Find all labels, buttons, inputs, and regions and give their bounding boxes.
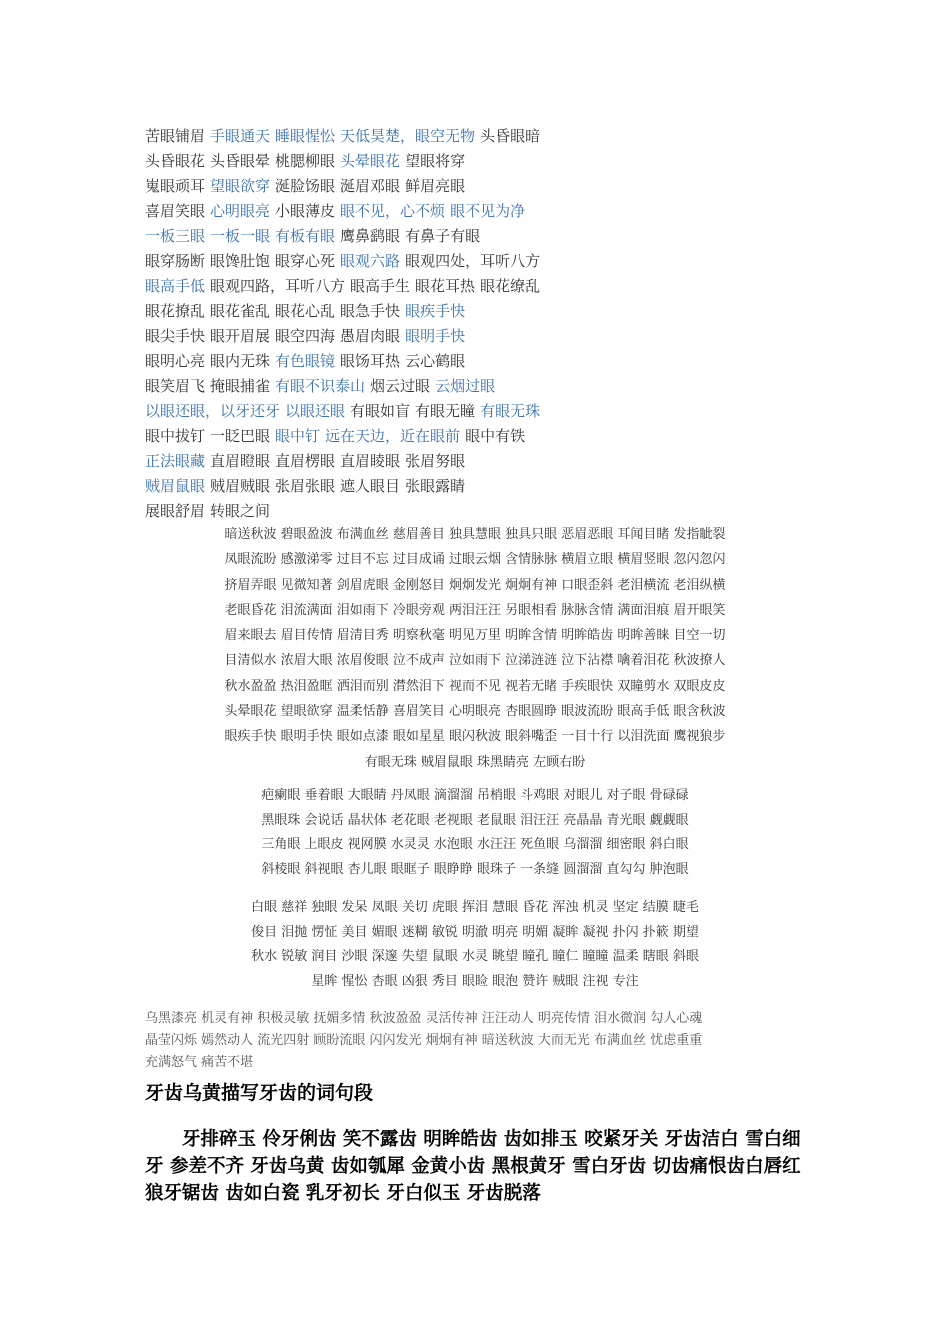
phrase-line: 三角眼 上眼皮 视网膜 水灵灵 水泡眼 水汪汪 死鱼眼 乌溜溜 细密眼 斜白眼 <box>261 837 689 852</box>
idiom-text: 眼中有铁 <box>465 427 526 445</box>
idiom-link[interactable]: 有眼不识泰山 <box>275 377 366 395</box>
idiom-text: 鲜眉亮眼 <box>405 177 466 195</box>
phrase-line: 头晕眼花 望眼欲穿 温柔恬静 喜眉笑目 心明眼亮 杏眼圆睁 眼波流盼 眼高手低 眼含秋波 <box>224 704 726 720</box>
phrase-line: 眉来眼去 眉目传情 眉清目秀 明察秋毫 明见万里 明眸含情 明眸皓齿 明眸善睐 目空一切 <box>224 628 726 644</box>
idiom-text: 一眨巴眼 <box>210 427 271 445</box>
idiom-link[interactable]: 眼中钉 <box>275 427 321 445</box>
idiom-link[interactable]: 有色眼镜 <box>275 352 336 370</box>
phrase-line: 黑眼珠 会说话 晶状体 老花眼 老视眼 老鼠眼 泪汪汪 亮晶晶 青光眼 觑觑眼 <box>261 812 689 828</box>
idiom-text: 眼内无珠 <box>210 352 271 370</box>
idiom-text: 苦眼铺眉 <box>145 127 206 145</box>
idiom-text: 眼观四处，耳听八方 <box>405 252 541 270</box>
idiom-text: 直眉瞪眼 <box>210 452 271 470</box>
phrase-line: 斜棱眼 斜视眼 杏儿眼 眼眶子 眼睁睁 眼珠子 一条缝 圆溜溜 直勾勾 肿泡眼 <box>261 861 689 877</box>
idiom-text: 烟云过眼 <box>370 377 431 395</box>
idiom-text: 桃腮柳眼 <box>275 152 336 170</box>
idiom-text: 转眼之间 <box>210 502 271 520</box>
phrase-line: 星眸 惺忪 杏眼 凶狠 秀目 眼睑 眼泡 赞许 贼眼 注视 专注 <box>311 973 639 989</box>
idiom-line <box>145 324 785 349</box>
idiom-text: 眼空四海 <box>275 327 336 345</box>
phrase-line: 秋水盈盈 热泪盈眶 洒泪而别 潸然泪下 视而不见 视若无睹 手疾眼快 双瞳剪水 双眼皮皮 <box>224 678 726 694</box>
phrase-line: 充满怒气 痛苦不堪 <box>145 1055 254 1070</box>
idiom-link[interactable]: 眼明手快 <box>405 327 466 345</box>
idiom-text: 嵬眼顽耳 <box>145 177 206 195</box>
phrase-line: 晶莹闪烁 嫣然动人 流光四射 顾盼流眼 闪闪发光 炯炯有神 暗送秋波 大而无光 布满血丝 忧虑重重 <box>145 1033 703 1048</box>
idiom-text: 涎眉邓眼 <box>340 177 401 195</box>
idiom-link[interactable]: 手眼通天 <box>210 127 271 145</box>
phrase-line: 乌黑漆亮 机灵有神 积极灵敏 抚媚多情 秋波盈盈 灵活传神 汪汪动人 明亮传情 泪水微润 勾人心魂 <box>145 1011 703 1026</box>
phrase-line: 老眼昏花 泪流满面 泪如雨下 冷眼旁观 两泪汪汪 另眼相看 脉脉含情 满面泪痕 眉开眼笑 <box>224 602 726 618</box>
phrase-line: 疤瘌眼 垂着眼 大眼睛 丹凤眼 滴溜溜 吊梢眼 斗鸡眼 对眼儿 对子眼 骨碌碌 <box>261 788 689 803</box>
idiom-text: 张眉张眼 <box>275 477 336 495</box>
eye-phrases-two-char <box>0 896 950 994</box>
idiom-text: 头昏眼暗 <box>480 127 541 145</box>
idiom-text: 展眼舒眉 <box>145 502 206 520</box>
idiom-link[interactable]: 有眼无珠 <box>480 402 541 420</box>
idiom-text: 眼馋肚饱 <box>210 252 271 270</box>
idiom-line <box>145 199 785 224</box>
eye-phrases-three-char <box>0 784 950 882</box>
phrase-line: 俊目 泪抛 愣怔 美目 媚眼 迷糊 敏锐 明澈 明亮 明媚 凝眸 凝视 扑闪 扑簌 期望 <box>251 924 699 940</box>
phrase-line: 挤眉弄眼 见微知著 剑眉虎眼 金刚怒目 炯炯发光 炯炯有神 口眼歪斜 老泪横流 老泪纵横 <box>224 577 726 593</box>
idiom-text: 眼高手生 <box>350 277 411 295</box>
idiom-link[interactable]: 贼眉鼠眼 <box>145 477 206 495</box>
idiom-text: 有鼻子有眼 <box>405 227 481 245</box>
idiom-link[interactable]: 一板三眼 <box>145 227 206 245</box>
idiom-link[interactable]: 睡眼惺忪 <box>275 127 336 145</box>
idiom-text: 眼花耳热 <box>415 277 476 295</box>
idiom-text: 张眉努眼 <box>405 452 466 470</box>
phrase-line: 白眼 慈祥 独眼 发呆 凤眼 关切 虎眼 挥泪 慧眼 昏花 浑浊 机灵 坚定 结膜 睫毛 <box>251 900 699 915</box>
idiom-link[interactable]: 有板有眼 <box>275 227 336 245</box>
idiom-text: 小眼薄皮 <box>275 202 336 220</box>
idiom-link[interactable]: 望眼欲穿 <box>210 177 271 195</box>
idiom-text: 头昏眼花 <box>145 152 206 170</box>
idiom-text: 眼明心亮 <box>145 352 206 370</box>
idiom-link[interactable]: 远在天边，近在眼前 <box>325 427 461 445</box>
idiom-link[interactable]: 眼观六路 <box>340 252 401 270</box>
idiom-line <box>145 299 785 324</box>
teeth-paragraph: 牙排碎玉 伶牙俐齿 笑不露齿 明眸皓齿 齿如排玉 咬紧牙关 牙齿洁白 雪白细牙 参差不齐 牙齿乌黄 齿如瓠犀 金黄小齿 黑根黄牙 雪白牙齿 切齿痛恨齿白唇红 狼牙锯齿 齿如白瓷 乳牙初长 牙白似玉 牙齿脱落 <box>145 1129 801 1204</box>
eye-phrases-four-char <box>0 522 950 775</box>
idiom-link[interactable]: 眼高手低 <box>145 277 206 295</box>
idiom-text: 头昏眼晕 <box>210 152 271 170</box>
idiom-line <box>145 274 785 299</box>
idiom-text: 眼穿心死 <box>275 252 336 270</box>
idiom-line <box>145 149 785 174</box>
idiom-line <box>145 374 785 399</box>
idiom-link[interactable]: 云烟过眼 <box>435 377 496 395</box>
idiom-link[interactable]: 以眼还眼，以牙还牙 <box>145 402 281 420</box>
idiom-line <box>145 174 785 199</box>
eye-phrases-gray <box>145 1008 785 1074</box>
idiom-line <box>145 124 785 149</box>
idiom-text: 涎脸饧眼 <box>275 177 336 195</box>
idiom-text: 眼中拔钉 <box>145 427 206 445</box>
idiom-line <box>145 224 785 249</box>
idiom-text: 喜眉笑眼 <box>145 202 206 220</box>
idiom-link[interactable]: 眼疾手快 <box>405 302 466 320</box>
idiom-text: 眼饧耳热 <box>340 352 401 370</box>
phrase-line: 暗送秋波 碧眼盈波 布满血丝 慈眉善目 独具慧眼 独具只眼 恶眉恶眼 耳闻目睹 发指眦裂 <box>224 527 726 542</box>
idiom-text: 有眼如盲 <box>350 402 411 420</box>
idiom-link[interactable]: 眼不见，心不烦 <box>340 202 446 220</box>
phrase-line: 有眼无珠 贼眉鼠眼 珠黑睛亮 左顾右盼 <box>364 754 586 770</box>
idiom-link[interactable]: 正法眼藏 <box>145 452 206 470</box>
idiom-line <box>145 424 785 449</box>
idiom-line <box>145 399 785 424</box>
idiom-text: 鹰鼻鹞眼 <box>340 227 401 245</box>
idiom-text: 望眼将穿 <box>405 152 466 170</box>
idiom-text: 云心鹤眼 <box>405 352 466 370</box>
idiom-link[interactable]: 头晕眼花 <box>340 152 401 170</box>
idiom-text: 张眼露睛 <box>405 477 466 495</box>
section-heading: 牙齿乌黄描写牙齿的词句段 <box>145 1082 374 1104</box>
idiom-list-blue-links <box>145 124 785 524</box>
idiom-text: 眼花雀乱 <box>210 302 271 320</box>
idiom-text: 眼笑眉飞 <box>145 377 206 395</box>
idiom-text: 眼花心乱 <box>275 302 336 320</box>
idiom-text: 愚眉肉眼 <box>340 327 401 345</box>
idiom-text: 眼尖手快 <box>145 327 206 345</box>
idiom-link[interactable]: 心明眼亮 <box>210 202 271 220</box>
idiom-text: 有眼无瞳 <box>415 402 476 420</box>
idiom-text: 眼花撩乱 <box>145 302 206 320</box>
idiom-line <box>145 499 785 524</box>
idiom-link[interactable]: 以眼还眼 <box>285 402 346 420</box>
idiom-text: 眼观四路，耳听八方 <box>210 277 346 295</box>
idiom-text: 掩眼捕雀 <box>210 377 271 395</box>
idiom-line <box>145 474 785 499</box>
idiom-text: 直眉睖眼 <box>340 452 401 470</box>
idiom-text: 遮人眼目 <box>340 477 401 495</box>
idiom-text: 眼穿肠断 <box>145 252 206 270</box>
idiom-line <box>145 249 785 274</box>
idiom-text: 眼开眉展 <box>210 327 271 345</box>
idiom-text: 贼眉贼眼 <box>210 477 271 495</box>
idiom-text: 直眉楞眼 <box>275 452 336 470</box>
phrase-line: 秋水 锐敏 润目 沙眼 深邃 失望 鼠眼 水灵 眺望 瞳孔 瞳仁 瞳瞳 温柔 瞎眼 斜眼 <box>251 949 699 964</box>
idiom-line <box>145 349 785 374</box>
phrase-line: 目清似水 浓眉大眼 浓眉俊眼 泣不成声 泣如雨下 泣涕涟涟 泣下沾襟 噙着泪花 秋波撩人 <box>224 653 726 669</box>
idiom-link[interactable]: 眼不见为净 <box>450 202 526 220</box>
idiom-line <box>145 449 785 474</box>
idiom-link[interactable]: 一板一眼 <box>210 227 271 245</box>
idiom-text: 眼花缭乱 <box>480 277 541 295</box>
idiom-link[interactable]: 天低昊楚，眼空无物 <box>340 127 476 145</box>
idiom-text: 眼急手快 <box>340 302 401 320</box>
phrase-line: 眼疾手快 眼明手快 眼如点漆 眼如星星 眼闪秋波 眼斜嘴歪 一目十行 以泪洗面 鹰视狼步 <box>224 729 726 745</box>
phrase-line: 凤眼流盼 感激涕零 过目不忘 过目成诵 过眼云烟 含情脉脉 横眉立眼 横眉竖眼 忽闪忽闪 <box>224 552 726 568</box>
